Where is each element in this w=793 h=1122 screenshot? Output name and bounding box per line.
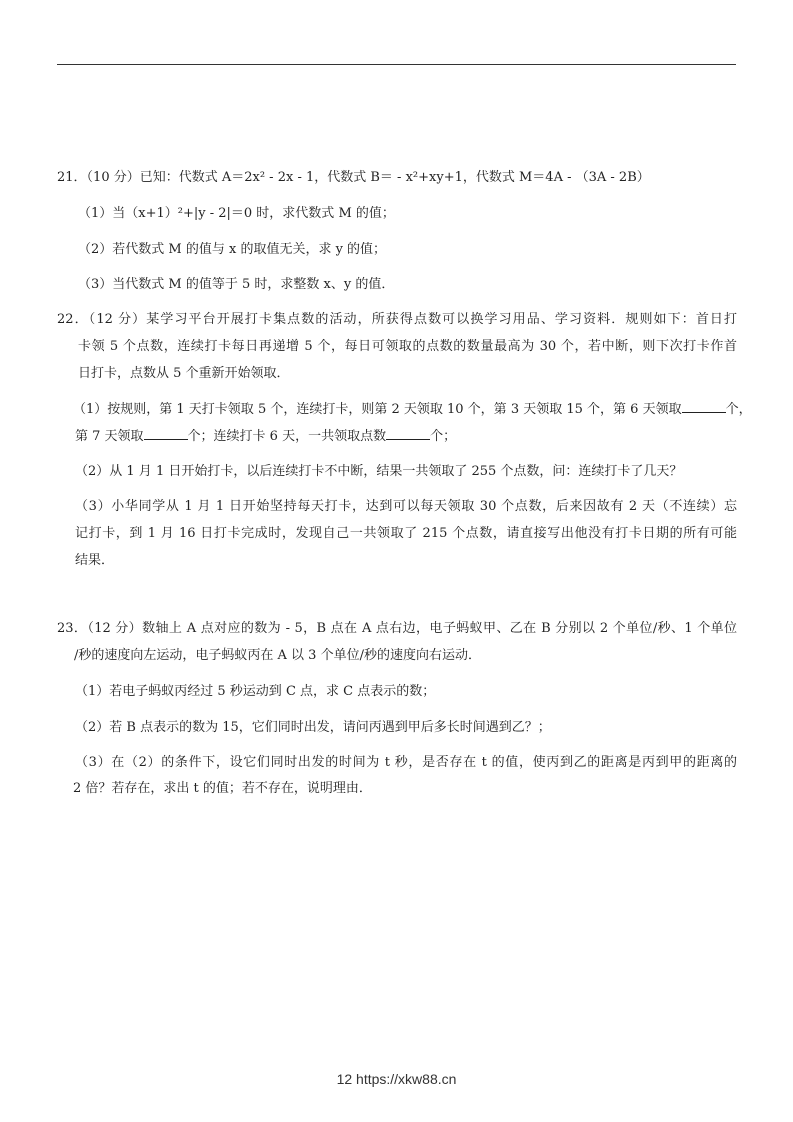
q22-part3-line2: 记打卡，到 1 月 16 日打卡完成时，发现自己一共领取了 215 个点数，请直接写出他没有打卡日期的所有可能 [75,526,737,541]
q22-stem-line3: 日打卡，点数从 5 个重新开始领取． [78,366,290,381]
answer-blank [386,427,430,440]
q23-part3-line1: （3）在（2）的条件下，设它们同时出发的时间为 t 秒，是否存在 t 的值，使丙到乙的距离是丙到甲的距离的 [75,755,737,770]
answer-blank [682,400,726,413]
page-footer: 12 https://xkw88.cn [336,1071,457,1087]
q23-part3-line2: 2 倍？若存在，求出 t 的值；若不存在，说明理由． [73,781,372,796]
q21-stem: 21．（10 分）已知：代数式 A＝2x² - 2x - 1，代数式 B＝ - x²+xy+1，代数式 M＝4A - （3A - 2B） [57,170,650,185]
q22-stem-line1: 22．（12 分）某学习平台开展打卡集点数的活动，所获得点数可以换学习用品、学习资料．规则如下：首日打 [57,312,737,327]
q22-part2: （2）从 1 月 1 日开始打卡，以后连续打卡不中断，结果一共领取了 255 个点数，问：连续打卡了几天？ [75,464,683,479]
q23-stem-line2: /秒的速度向左运动，电子蚂蚁丙在 A 以 3 个单位/秒的速度向右运动． [74,648,481,663]
q23-part1: （1）若电子蚂蚁丙经过 5 秒运动到 C 点，求 C 点表示的数； [75,684,436,699]
q22-part1-line1 [73,400,752,419]
q21-part3: （3）当代数式 M 的值等于 5 时，求整数 x、y 的值． [78,277,395,292]
q22-part1-text: （1）按规则，第 1 天打卡领取 5 个，连续打卡，则第 2 天领取 10 个，第 3 天领取 15 个，第 6 天领取 [73,402,682,417]
q22-part1-text: 个； [430,429,457,444]
q22-part1-text: 个， [725,402,752,417]
q21-part1: （1）当（x+1）²+|y - 2|＝0 时，求代数式 M 的值； [78,206,395,221]
q22-part3-line3: 结果． [75,553,115,568]
q23-stem-line1: 23．（12 分）数轴上 A 点对应的数为 - 5，B 点在 A 点右边，电子蚂蚁甲、乙在 B 分别以 2 个单位/秒、1 个单位 [57,621,737,636]
q22-part1-text: 第 7 天领取 [75,429,144,444]
answer-blank [144,427,188,440]
q22-part3-line1: （3）小华同学从 1 月 1 日开始坚持每天打卡，达到可以每天领取 30 个点数，后来因故有 2 天（不连续）忘 [75,499,737,514]
q22-stem-line2: 卡领 5 个点数，连续打卡每日再递增 5 个，每日可领取的点数的数量最高为 30 个，若中断，则下次打卡作首 [78,339,737,354]
q23-part2: （2）若 B 点表示的数为 15，它们同时出发，请问丙遇到甲后多长时间遇到乙？； [75,720,551,735]
q21-part2: （2）若代数式 M 的值与 x 的取值无关，求 y 的值； [78,242,387,257]
header-rule [57,64,736,65]
q22-part1-line2 [75,427,456,446]
q22-part1-text: 个；连续打卡 6 天，一共领取点数 [187,429,387,444]
